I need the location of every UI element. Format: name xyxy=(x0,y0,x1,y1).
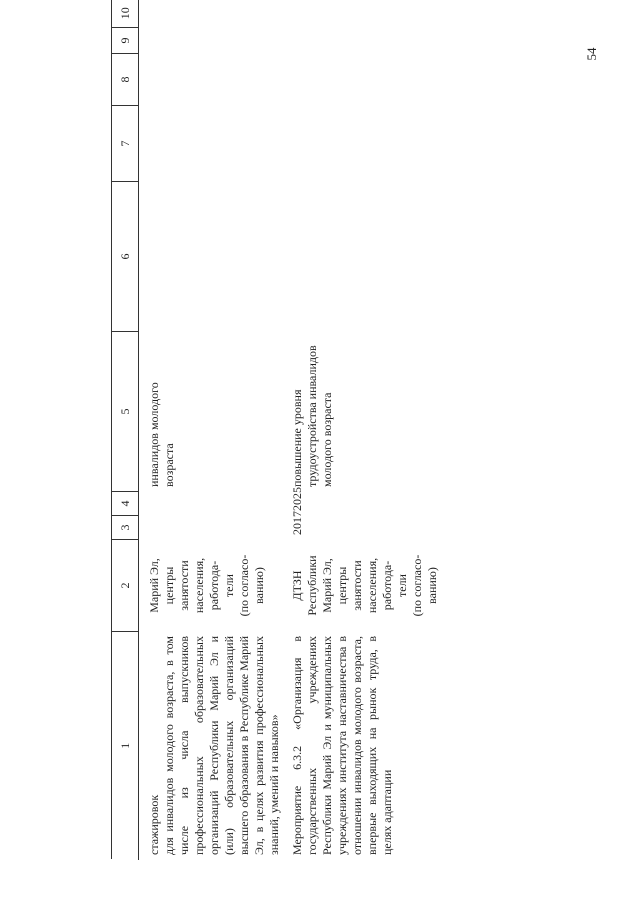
event-description: стажировок для инвалидов молодого возраста, в том числе из числа выпускников профессиональных образовательных организаций Республики Марий Эл и (или) образовательных организаций высшего образования в Республике Марий Эл, в целях развития профессиональных знаний, умений и навыков» xyxy=(147,636,281,855)
rotated-table-sheet xyxy=(111,0,601,860)
cell-10 xyxy=(147,0,282,28)
end-year xyxy=(147,492,282,516)
table-row xyxy=(147,0,282,860)
col-header-7: 7 xyxy=(112,106,139,182)
col-header-3: 3 xyxy=(112,516,139,540)
col-header-10: 10 xyxy=(112,0,139,28)
program-table xyxy=(111,0,440,860)
cell-10 xyxy=(290,0,440,28)
start-year: 2017 xyxy=(290,511,304,535)
col-header-4: 4 xyxy=(112,492,139,516)
col-header-5: 5 xyxy=(112,332,139,492)
executor: ДТЗН Республики Марий Эл, центры занятости населения, работода- тели (по согласо- ванию) xyxy=(290,554,439,617)
col-header-2: 2 xyxy=(112,540,139,632)
cell-6 xyxy=(290,182,440,332)
col-header-8: 8 xyxy=(112,54,139,106)
cell-9 xyxy=(290,28,440,54)
col-header-9: 9 xyxy=(112,28,139,54)
start-year xyxy=(147,516,282,540)
cell-7 xyxy=(290,106,440,182)
cell-8 xyxy=(147,54,282,106)
page-number: 54 xyxy=(584,47,599,61)
expected-result: инвалидов молодого возраста xyxy=(147,382,176,487)
col-header-1: 1 xyxy=(112,632,139,860)
expected-result: повышение уровня трудоустройства инвалидов молодого возраста xyxy=(290,345,334,487)
end-year: 2025 xyxy=(290,487,304,511)
cell-7 xyxy=(147,106,282,182)
cell-8 xyxy=(290,54,440,106)
cell-9 xyxy=(147,28,282,54)
table-row xyxy=(290,0,440,860)
event-description: Мероприятие 6.3.2 «Организация в государственных учреждениях Республики Марий Эл и муниципальных учреждениях института наставничества в отношении инвалидов молодого возраста, впервые выходящих на рынок труда, в целях адаптации xyxy=(290,636,394,855)
col-header-6: 6 xyxy=(112,182,139,332)
executor: Марий Эл, центры занятости населения, работода- тели (по согласо- ванию) xyxy=(147,554,266,617)
cell-6 xyxy=(147,182,282,332)
header-row xyxy=(112,0,139,860)
